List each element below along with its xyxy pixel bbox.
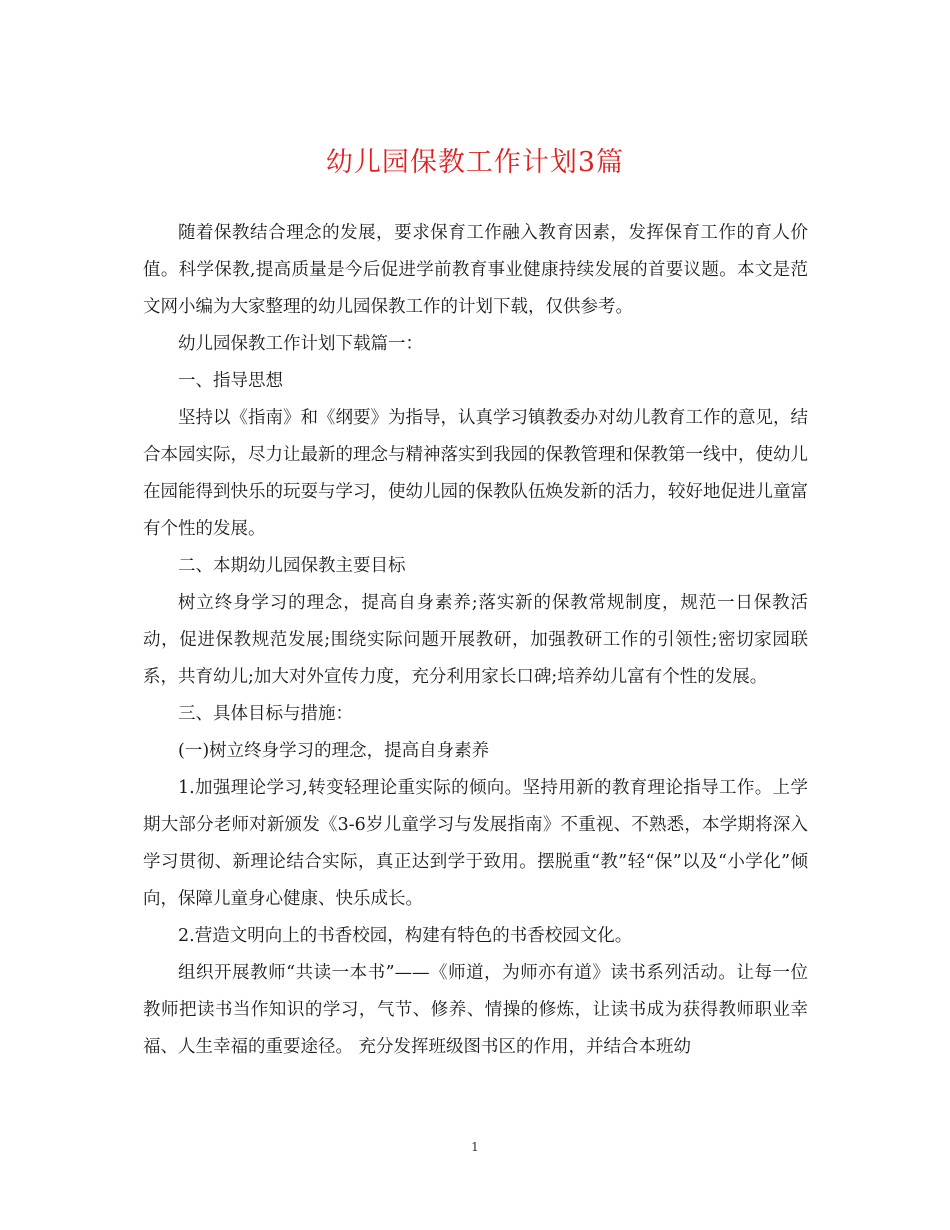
- section-label: 幼儿园保教工作计划下载篇一：: [178, 334, 423, 354]
- item-2-paragraph: 2.营造文明向上的书香校园，构建有特色的书香校园文化。: [178, 926, 633, 946]
- intro-paragraph: 随着保教结合理念的发展，要求保育工作融入教育因素，发挥保育工作的育人价值。科学保教,提高质量是今后促进学前教育事业健康持续发展的首要议题。本文是范文网小编为大家整理的幼儿园保教工作的计划下载，仅供参考。: [143, 223, 808, 317]
- heading-main-goals: 二、本期幼儿园保教主要目标: [178, 556, 406, 576]
- reading-activity-paragraph: 组织开展教师“共读一本书”——《师道，为师亦有道》读书系列活动。让每一位教师把读书当作知识的学习，气节、修养、情操的修炼，让读书成为获得教师职业幸福、人生幸福的重要途径。 充分发挥班级图书区的作用，并结合本班幼: [143, 963, 808, 1057]
- guiding-thought-paragraph: 坚持以《指南》和《纲要》为指导，认真学习镇教委办对幼儿教育工作的意见，结合本园实际，尽力让最新的理念与精神落实到我园的保教管理和保教第一线中，使幼儿在园能得到快乐的玩耍与学习，使幼儿园的保教队伍焕发新的活力，较好地促进儿童富有个性的发展。: [143, 408, 808, 539]
- subheading-lifelong-learning: (一)树立终身学习的理念，提高自身素养: [178, 741, 490, 761]
- heading-specific-goals: 三、具体目标与措施：: [178, 704, 353, 724]
- page-number: 1: [471, 1140, 479, 1154]
- heading-guiding-thought: 一、指导思想: [178, 371, 283, 391]
- item-1-paragraph: 1.加强理论学习,转变轻理论重实际的倾向。坚持用新的教育理论指导工作。上学期大部分老师对新颁发《3-6岁儿童学习与发展指南》不重视、不熟悉，本学期将深入学习贯彻、新理论结合实际，真正达到学于致用。摆脱重“教”轻“保”以及“小学化”倾向，保障儿童身心健康、快乐成长。: [143, 778, 808, 909]
- document-title: 幼儿园保教工作计划3篇: [325, 147, 625, 178]
- main-goals-paragraph: 树立终身学习的理念，提高自身素养;落实新的保教常规制度，规范一日保教活动，促进保教规范发展;围绕实际问题开展教研，加强教研工作的引领性;密切家园联系，共育幼儿;加大对外宣传力度，充分利用家长口碑;培养幼儿富有个性的发展。: [143, 593, 808, 687]
- document-body: [143, 215, 808, 1066]
